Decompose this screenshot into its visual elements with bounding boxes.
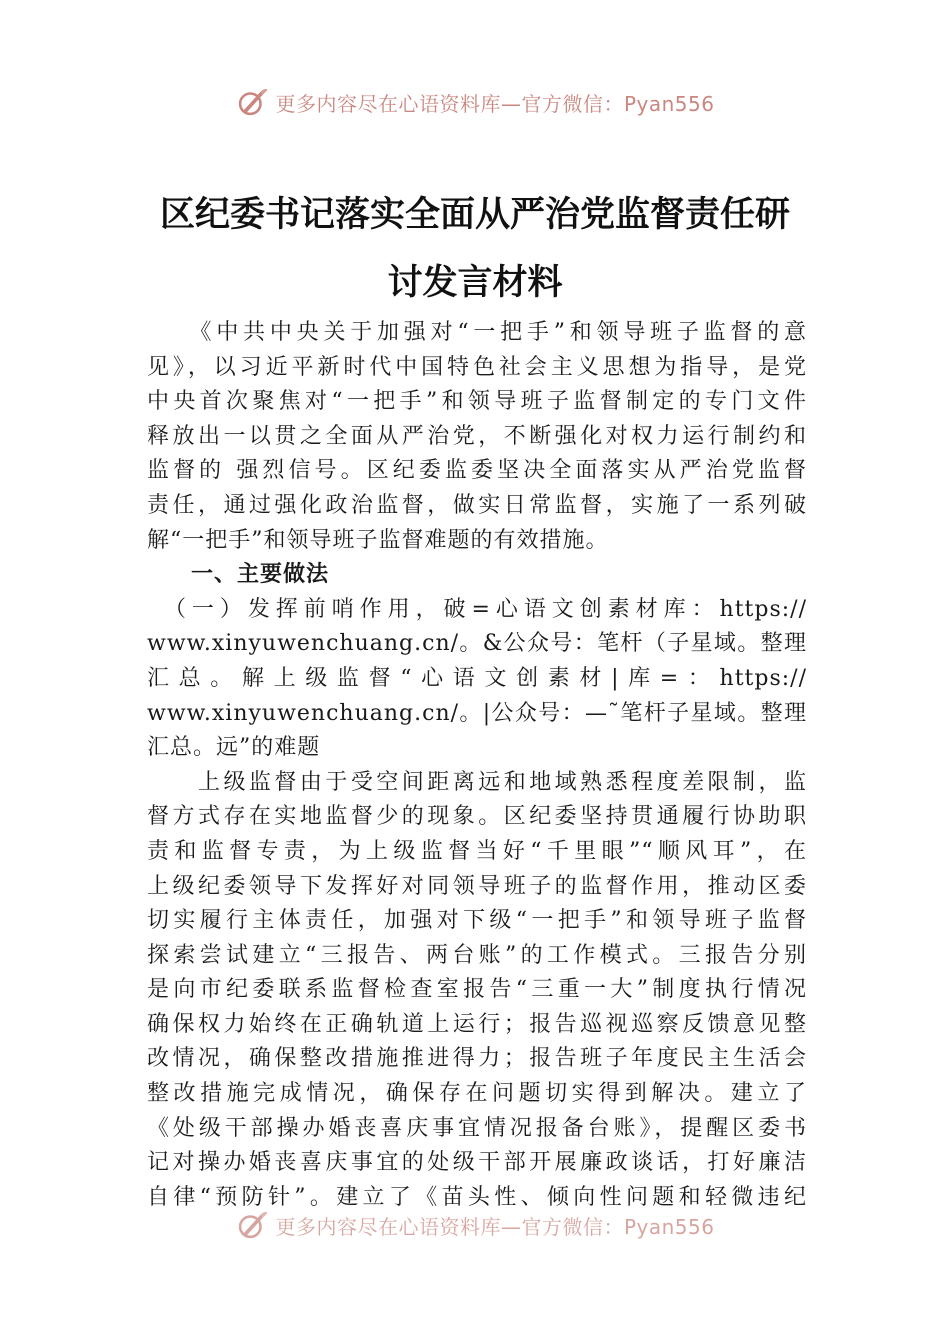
body-line: 见》，以习近平新时代中国特色社会主义思想为指导，是党 [147, 354, 807, 380]
section-heading: 一、主要做法 [191, 562, 330, 588]
watermark-header [0, 82, 950, 122]
watermark-text: 更多内容尽在心语资料库—官方微信：Pyan556 [275, 1214, 715, 1239]
body-line: 责任，通过强化政治监督，做实日常监督，实施了一系列破 [147, 492, 807, 518]
document-title-line-1: 区纪委书记落实全面从严治党监督责任研 [159, 195, 790, 235]
body-line: 确保权力始终在正确轨道上运行；报告巡视巡察反馈意见整 [147, 1011, 807, 1037]
watermark-text: 更多内容尽在心语资料库—官方微信：Pyan556 [275, 91, 715, 116]
document-title-line-2: 讨发言材料 [387, 263, 563, 303]
body-line: 上级监督由于受空间距离远和地域熟悉程度差限制，监 [147, 769, 807, 795]
body-line: 《处级干部操办婚丧喜庆事宜情况报备台账》，提醒区委书 [147, 1115, 807, 1141]
watermark-footer [0, 1205, 950, 1245]
body-line: 是向市纪委联系监督检查室报告“三重一大”制度执行情况 [147, 977, 807, 1003]
body-line: 记对操办婚丧喜庆事宜的处级干部开展廉政谈话，打好廉洁 [147, 1150, 807, 1176]
body-line: 自律“预防针”。建立了《苗头性、倾向性问题和轻微违纪 [147, 1184, 807, 1210]
body-line: 汇总。远”的难题 [147, 735, 321, 761]
body-line: 改情况，确保整改措施推进得力；报告班子年度民主生活会 [147, 1046, 807, 1072]
body-line: 《中共中央关于加强对“一把手”和领导班子监督的意 [147, 320, 807, 345]
body-line: 责和监督专责，为上级监督当好“千里眼”“顺风耳”，在 [147, 838, 807, 864]
quill-logo-icon [235, 1208, 269, 1242]
body-line: 切实履行主体责任，加强对下级“一把手”和领导班子监督 [147, 908, 807, 934]
body-line: 上级纪委领导下发挥好对同领导班子的监督作用，推动区委 [147, 873, 807, 899]
body-line: 中央首次聚焦对“一把手”和领导班子监督制定的专门文件 [147, 389, 807, 415]
body-line: 监督的 强烈信号。区纪委监委坚决全面落实从严治党监督 [147, 458, 807, 484]
body-line: 解“一把手”和领导班子监督难题的有效措施。 [147, 527, 609, 553]
body-line: 释放出一以贯之全面从严治党，不断强化对权力运行制约和 [147, 423, 807, 449]
body-line: 汇总。解上级监督“心语文创素材|库=：https:// [147, 665, 807, 691]
body-line: 督方式存在实地监督少的现象。区纪委坚持贯通履行协助职 [147, 804, 807, 830]
body-line: www.xinyuwenchuang.cn/。|公众号：—˜笔杆子星域。整理 [147, 700, 807, 726]
body-line: 整改措施完成情况，确保存在问题切实得到解决。建立了 [147, 1081, 807, 1107]
quill-logo-icon [235, 85, 269, 119]
body-line: www.xinyuwenchuang.cn/。&公众号：笔杆（子星域。整理 [147, 631, 807, 657]
document-body [147, 316, 807, 1215]
body-line: 探索尝试建立“三报告、两台账”的工作模式。三报告分别 [147, 942, 807, 968]
subsection-heading-line: （一）发挥前哨作用，破=心语文创素材库：https:// [147, 596, 807, 622]
